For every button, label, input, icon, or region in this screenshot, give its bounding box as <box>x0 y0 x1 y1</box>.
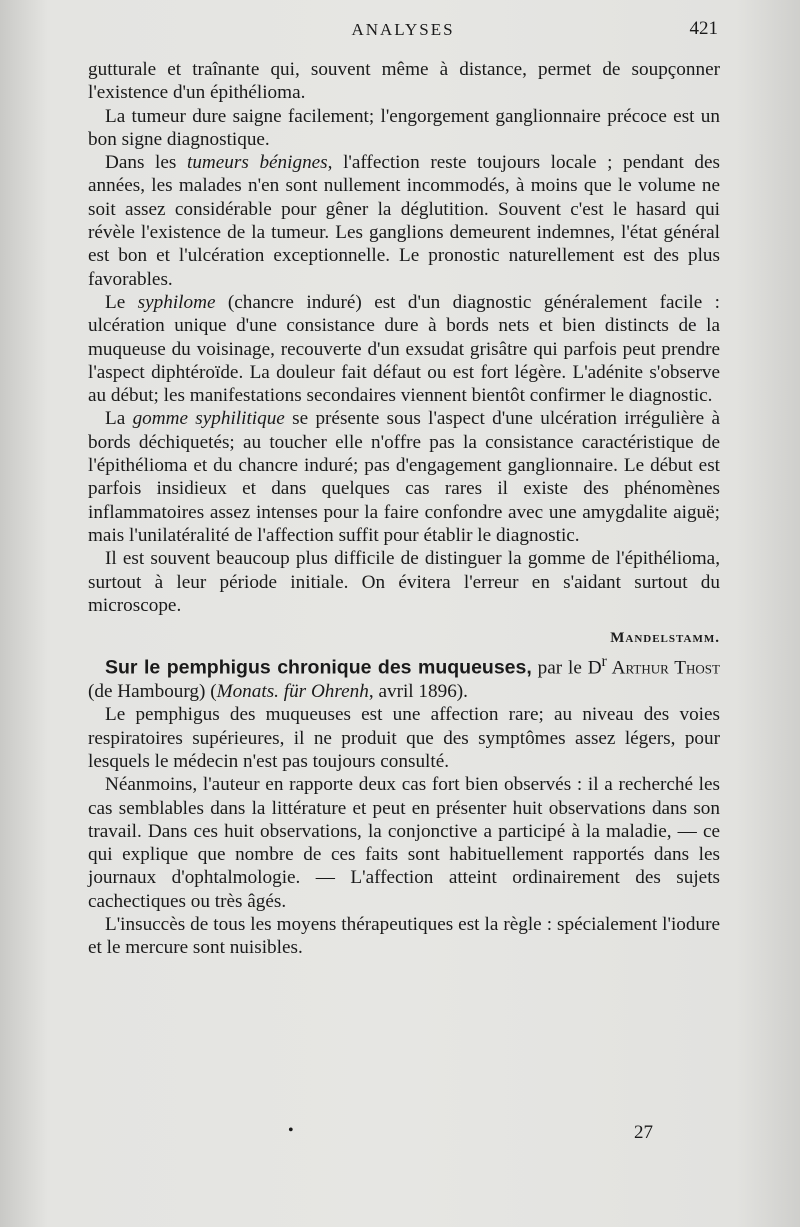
paragraph-lead: Dans les <box>105 152 187 174</box>
paragraph-benign-tumors <box>88 151 720 291</box>
page-header <box>88 20 718 44</box>
paragraph: Il est souvent beaucoup plus difficile de distinguer la gomme de l'épithélioma, surtout à leur période initiale. On évitera l'erreur en s'aidant surtout du microscope. <box>88 548 720 616</box>
paragraph: L'insuccès de tous les moyens thérapeutiques est la règle : spécialement l'iodure et le mercure sont nuisibles. <box>88 914 720 959</box>
paragraph-syphilome <box>88 291 720 407</box>
article-author: Arthur Thost <box>606 657 720 679</box>
paragraph: gutturale et traînante qui, souvent même à distance, permet de soupçonner l'existence d'un épithélioma. <box>88 59 720 104</box>
article-by: par le D <box>531 657 602 679</box>
article-journal: Monats. für Ohrenh <box>216 681 369 703</box>
italic-term: syphilome <box>137 291 216 313</box>
paragraph: La tumeur dure saigne facilement; l'engorgement ganglionnaire précoce est un bon signe diagnostique. <box>88 105 720 150</box>
italic-term: tumeurs bénignes <box>187 152 328 174</box>
page-number: 421 <box>689 18 718 39</box>
article-title <box>88 650 720 703</box>
paragraph-lead: La <box>105 408 133 430</box>
paragraph-rest: , l'affection reste toujours locale ; pendant des années, les malades n'en sont nullement incommodés, à moins que le volume ne soit assez considérable pour gêner la déglutition. Souvent c'est le hasard qui révèle l'existence de la tumeur. Les ganglions demeurent indemnes, l'état général est bon et l'ulcération exceptionnelle. Le pronostic naturellement est des plus favorables. <box>88 152 721 290</box>
paragraph-lead: Le <box>105 291 138 313</box>
running-head: ANALYSES <box>351 20 455 39</box>
italic-term: gomme syphilitique <box>132 408 285 430</box>
paragraph-rest: (chancre induré) est d'un diagnostic généralement facile : ulcération unique d'une consistance dure à bords nets et bien distincts de la muqueuse du voisinage, recouverte d'un exsudat grisâtre qui parfois peut prendre l'aspect diphtéroïde. La douleur fait défaut ou est fort légère. L'adénite s'observe au début; les manifestations secondaires viennent bientôt confirmer le diagnostic. <box>88 291 720 407</box>
paragraph: Néanmoins, l'auteur en rapporte deux cas fort bien observés : il a recherché les cas semblables dans la littérature et peut en présenter huit observations dans son travail. Dans ces huit observations, la conjonctive a participé à la maladie, — ce qui explique que nombre de ces faits sont habituellement rapportés dans les journaux d'ophtalmologie. — L'affection atteint ordinairement des sujets cachectiques ou très âgés. <box>88 774 720 912</box>
signature-name: Mandelstamm. <box>610 630 720 647</box>
paragraph-rest: se présente sous l'aspect d'une ulcération irrégulière à bords déchiquetés; au toucher elle n'offre pas la consistance caractéristique de l'épithélioma et du chancre induré; pas d'engagement ganglionnaire. Le début est parfois insidieux et dans quelques cas rares il existe des phénomènes inflammatoires assez intenses pour la faire confondre avec une amygdalite aiguë; mais l'unilatéralité de l'affection suffit pour établir le diagnostic. <box>88 408 720 546</box>
author-signature <box>88 627 720 650</box>
article-place: (de Hambourg) ( <box>88 681 217 703</box>
body-text <box>88 58 720 960</box>
sheet-number: 27 <box>634 1122 653 1143</box>
article-date: , avril 1896). <box>368 681 468 703</box>
paragraph-gomme <box>88 407 720 547</box>
footer-dot: • <box>288 1122 294 1139</box>
article-by-sup: r <box>601 653 607 671</box>
paragraph: Le pemphigus des muqueuses est une affection rare; au niveau des voies respiratoires supérieures, il ne produit que des symptômes assez légers, pour lesquels le médecin n'est pas toujours consulté. <box>88 704 720 772</box>
article-heading: Sur le pemphigus chronique des muqueuses, <box>105 656 532 679</box>
